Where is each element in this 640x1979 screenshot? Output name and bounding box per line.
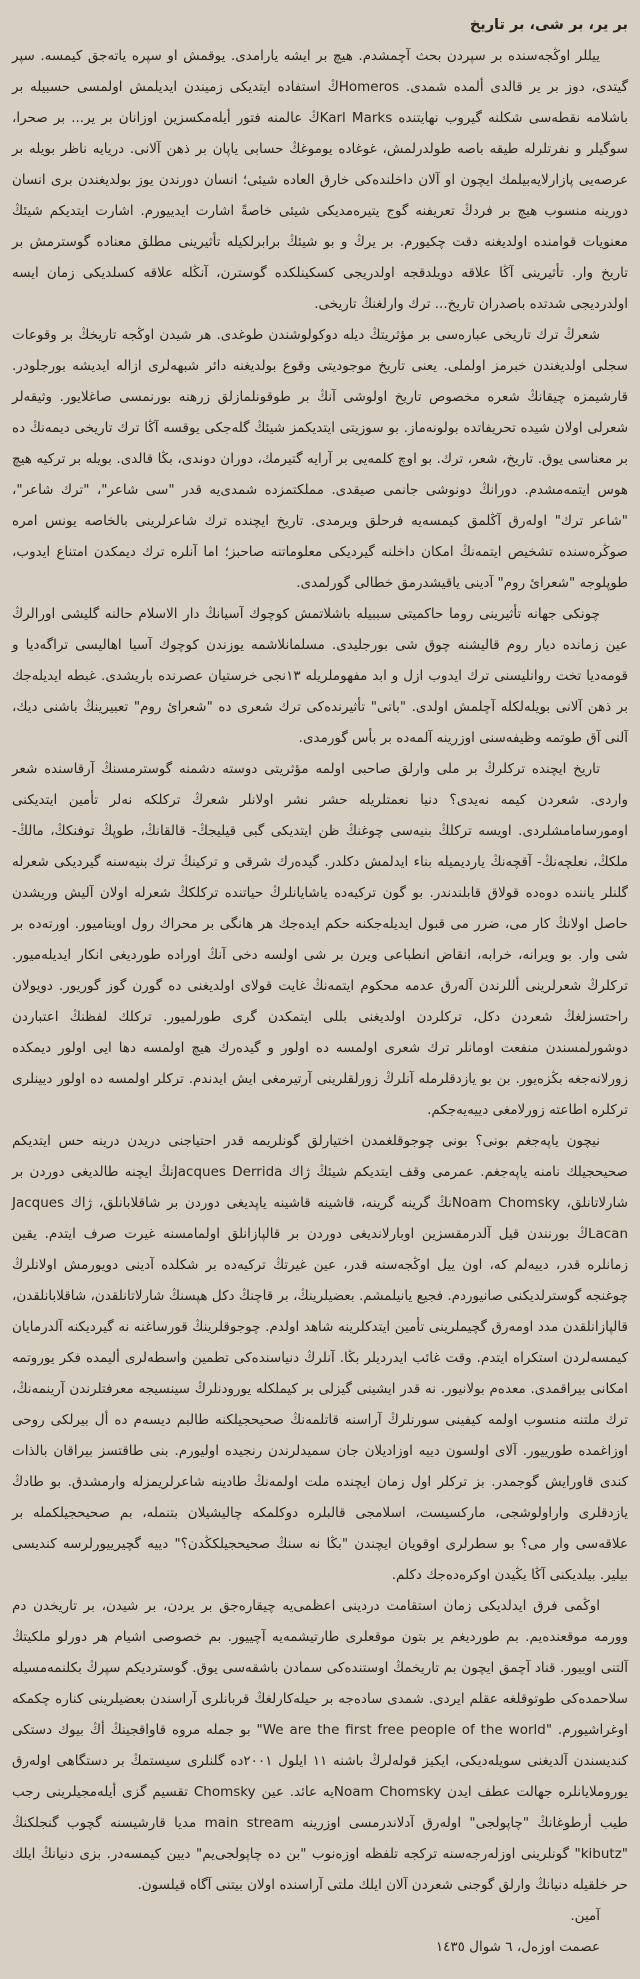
paragraph-3: چونکی جهانه تأثیرینی روما حاکمیتی سببیله باشلاتمش کوچوك آسیانڭ دار الاسلام حالنه گلیشی اورالرڭ عین زمانده دیار روم قالیشنه چوق شی بورجلیدی. مسلمانلاشمه یوزندن کوچوك آسیا اهالیسی تراگه‌دیا و قومه‌دیا تخت روانلیسنی ترك ایدوب ازل و ابد مفهوملریله ١٣نجی خرستیان عصرنده باریشدی. غبطه ایدیله‌جك بر ذهن آلانی بویله‌لکله آچلمش اولدی. "باتی" تأثیرنده‌کی ترك شعری ده "شعرائ روم" تعبیرینڭ باشنی دیك، آلنی آق طوتمه وظیفه‌سنی اوزرینه آلمه‌ده بر بأس گورمدی. [12, 606, 629, 746]
paragraph-2: شعرڭ ترك تاریخی عباره‌سی بر مؤثریتڭ دیله دوکولوشندن طوغدی. هر شیدن اوڭجه تاریخڭ بر وقوعات سجلی اولدیغندن خبرمز اولملی. یعنی تاریخ موجودیتی وقوع بولدیغنه دائر شبهه‌لری ازاله ایدیشه بورجلودر. قارشیمزه چیقانڭ شعره مخصوص تاریخ اولوشی آنڭ بر طوقونلمازلق زرهنه بورنمسی صاغلایور. وثیقه‌لر شعرلی اولان شیده تحریفاتده بولونه‌ماز. بو سوزیتی ایتدیکمز شیئڭ گله‌جکی یوقسه آڭا ترك تاریخی دیمه‌نڭ ده بر معناسی یوق. تاریخ، شعر، ترك. بو اوچ کلمه‌یی بر آرایه گتیرمك، دوران دوندی، بڭا قالدی. بویله بر ترکیه هیچ هوس ایتمه‌مشدم. دورانڭ دونوشی جانمی صیقدی. مملکتمزده شمدی‌یه قدر "سی شاعر"، "ترك شاعر"، "شاعر ترك" اوله‌رق آڭلمق کیمسه‌یه فرحلق ویرمدی. تاریخ ایچنده ترك شاعرلرینی بالخاصه یونس امره صوڭره‌سنده تشخیص ایتمه‌نڭ امکان داخلنه گیردیکی معلوماتنه صاحبز؛ اما آنلره ترك دیمکدن امتناع ایدوب، طوپلوجه "شعرائ روم" آدینی یاقیشدرمق خطالی گورلمدی. [12, 327, 628, 591]
paragraph-6: اوڭمی فرق ایدلدیکی زمان استقامت دردینی اعظمی‌یه چیقاره‌جق بر یردن، بر شیدن، بر تاریخدن دم وورمه موقعنده‌یم. بم طوردیغم یر بتون موقعلری طارتیشمه‌یه آچییور. بم خصوصی اشیام هر دورلو ملکیتڭ آلتنی اوییور. قناد آچمق ایچون بم تاریخمڭ اوستنده‌کی سمادن باشقه‌سی یوق. گوستردیکم سپرڭ بکلنمه‌مسیله سلاحمده‌کی طوتوقلغه عقلم ایردی. شمدی ساده‌جه بر حیله‌کارلغڭ قربانلری آراسندن بعضیلرینی کناره چکمکه اوغراشیورم. "We are the first free people of the world" بو جمله مروه قاواقجینڭ أڭ بیوك دستکی کندیسندن آلدیغنی سویله‌دیکی، ایکیز قوله‌لرڭ باشنه ١١ ایلول ٢٠٠١ده گلنلری سیستمڭ بر دستگاهی اوله‌رق یوروملایانلره جهالت عطف ایدن Noam Chomskyیه عائد. عین Chomsky تقسیم گزی أیله‌مجیلرینی رجب طیب أرطوغانڭ "چاپولجی" اوله‌رق آدلاندرمسی اوزرینه main stream مدیا قارشیسنه گچوب گنجلکنڭ "kibutz" گونلرینی اوزله‌رجه‌سنه ترکجه تلفظه اوزه‌نوب "بن ده چاپولجی‌یم" دیین کیمسه‌در. بزی دنیانڭ ایلك حر خلقیله دنیانڭ وارلق گوجنی شعردن آلان ایلك ملتی آراسنده اولان بیتنی آگاه قیلسون. [12, 1598, 629, 1893]
paragraph-5: نیچون یاپه‌جغم بونی؟ بونی چوجوقلغمدن اختیارلق گونلریمه قدر احتیاجنی دریدن درینه حس ایتدیکم صحیحجیلك نامنه یاپه‌جغم. عمرمی وقف ایتدیکم شیئڭ ژاك Jacques Derridaنڭ ایچنه طالدیغی دوردن بر شارلاتانلق، Noam Chomskyنڭ گرینه گرینه، قاشینه قاشینه یاپدیغی دوردن بر شاقلابانلق، ژاك Jacques Lacanڭ بورنندن قیل آلدرمقسزین اوبارلاندیغی دوردن بر قالپازانلق اولمامسنه غیرت صرف ایتدم. یقین زمانلره قدر، دییه‌لم که، اون ییل اوڭجه‌سنه قدر، عین غیرتڭ ترکیه‌ده بر شکلده آدینی دویورمش اولانلرڭ چوغنجه گوسترلدیکنی صانیوردم. فجیع یانیلمشم. بعضیلرینڭ، بر قاچنڭ دکل هپسنڭ شارلاتانلقدن، شاقلابانلقدن، قالپازانلقدن مدد اومه‌رق گچیملرینی تأمین ایتدکلرینه شاهد اولدم. چوجوقلرینڭ قورساغنه نه گیردیکنه آلدرمایان کیمسه‌لردن استکراه ایتدم. وقت غائب ایدردیلر بڭا. آنلرڭ دنیاسنده‌کی تطمین واسطه‌لری ألیمده فکر یوروتمه امکانی بیراقمدی. معده‌م بولانیور. نه قدر ایشینی گیزلی بر کیملکله یورودنلرڭ سینسیجه معرفتلرندن آرینمه‌نڭ، ترك ملتنه منسوب اولمه کیفینی سورنلرڭ آراسنه قاتلمه‌نڭ صحیحجیلکنه طالبم دیسه‌م ده أل بیرلکی روحی اوزاغمده طورییور. آلای اولسون دییه اوزادیلان جان سمیدلرندن رنجیده اولیورم. بنی طاقتسز بیراقان بالذات کندی قاورایش گوجمدر. بز ترکلر اول زمان ایچنده ملت اولمه‌نڭ طادینه شاعرلریمزله وارمشدق. بو طادڭ یازدقلری واراولوشجی، مارکسیست، اسلامجی قالبلره دوکلمکه چالیشیلان بتنمله، بم صحیحجیلکمله بر علاقه‌سی وار می؟ بو سطرلری اوقویان ایچندن "بڭا نه سنڭ صحیحجیلکڭدن؟" دییه گچیرییورلرسه کندیسی بیلیر. بیلدیکنی آڭا یڭیدن اوکره‌ده‌جك دکلم. [12, 1133, 628, 1583]
amen-line: آمین. [570, 1908, 600, 1924]
document-title: بر یر، بر شی، بر تاریخ [469, 17, 628, 33]
signature-line: عصمت اوزه‌ل، ٦ شوال ١٤٣٥ [435, 1939, 600, 1955]
paragraph-1: ییللر اوڭجه‌سنده بر سپردن بحث آچمشدم. هیچ بر ایشه یارامدی. یوقمش او سپره یاته‌جق کیمسه. سپر گیتدی، دوز بر یر قالدی ألمده شمدی. Homerosڭ استفاده ایتدیکی زمیندن ایدیلمش اولمسی حسبیله بر باشلامه نقطه‌سی شکلنه گیروب نهایتنده Karl Marksڭ عالمنه فتور أیله‌مکسزین اوزانان بر یر... بر صحرا، سوگیلر و نفرتلرله طیقه باصه طولدرلمش، غوغاده یوموغڭ حسابی یاپان بر ذهن آلانی. دریایه ناظر بویله بر عرصه‌یی پازارلایه‌بیلمك ایچون او آلان داخلنده‌کی خارق العاده شیئی؛ انسان دورندن یوز بولدیغندن بری انسان دورینه منسوب هیچ بر فردڭ تعریفنه گوج یتیره‌مدیکی شیئی خاصةً اشارت ایدییورم. اشارت ایتدیکم شیئڭ معنویات قوامنده اولدیغنه دقت چکیورم. بر یرڭ و بو شیئڭ برابرلکیله تأثیرینی مطلق معناده گوسترمش بر تاریخ وار. تأثیرینی آڭا علاقه دویلدقجه اولدریجی کسکینلکده گوسترن، آنڭله علاقه کسلدیکی زمان ایسه اولدردیجی شدتده باصدران تاریخ... ترك وارلغنڭ تاریخی. [12, 48, 628, 312]
paragraph-4: تاریخ ایچنده ترکلرڭ بر ملی وارلق صاحبی اولمه مؤثریتی دوسته دشمنه گوسترمسنڭ آرقاسنده شعر واردی. شعردن کیمه نه‌یدی؟ دنیا نعمتلریله حشر نشر اولانلر شعرڭ ترکلکه نه‌لر تأمین ایتدیکنی اومورسامامشلردی. اویسه ترکلڭ بنیه‌سی چوغنڭ ظن ایتدیکی گبی قیلیجڭ- قالقانڭ، طوپڭ توفنکڭ، مالڭ- ملکڭ، نعلچه‌نڭ- آقچه‌نڭ یاردیمیله بناء ایدلمش دکلدر. گیده‌رك شرقی و ترکینڭ ترك بنیه‌سنه گیردیکی شعرله گلنلر یاننده دوه‌ده قولاق قابلندندر. بو گون ترکیه‌ده یاشایانلرڭ حیاتنده ترکلکڭ شعرله اولان آلیش وریشدن حاصل اولانڭ کار می، ضرر می قبول ایدیله‌جکنه حکم ایده‌جك هر هانگی بر محراك رول اوینامیور. اورته‌ده بر شی وار. بو ویرانه، خرابه، انقاض انطباعی ویرن بر شی اولسه دخی آنڭ اوراده طوردیغی انکار ایدیله‌میور. ترکلرڭ شعرلرینی أللرندن آله‌رق عدمه محکوم ایتمه‌نڭ غایت قولای اولدیغنی ده گورن گوز گوریور. دویولان راحتسزلغڭ شعردن دکل، ترکلردن اولدیغنی بللی ایتمکدن گری طورلمیور. ترکلك لفظنڭ اعتباردن دوشورلمسندن منفعت اومانلر ترك شعری اولمسه ده اولور و گیده‌رك هیچ اولمسه دها ایی اولور دیمکده زورلانه‌جغه بڭزه‌یور. بن بو یازدقلرمله آنلرڭ زورلقلرینی آرتیرمغی ایش ایدندم. ترکلر اولمسه ده اولور دیینلری ترکلره اطاعته زورلامغی دییه‌یه‌جکم. [12, 761, 628, 1118]
